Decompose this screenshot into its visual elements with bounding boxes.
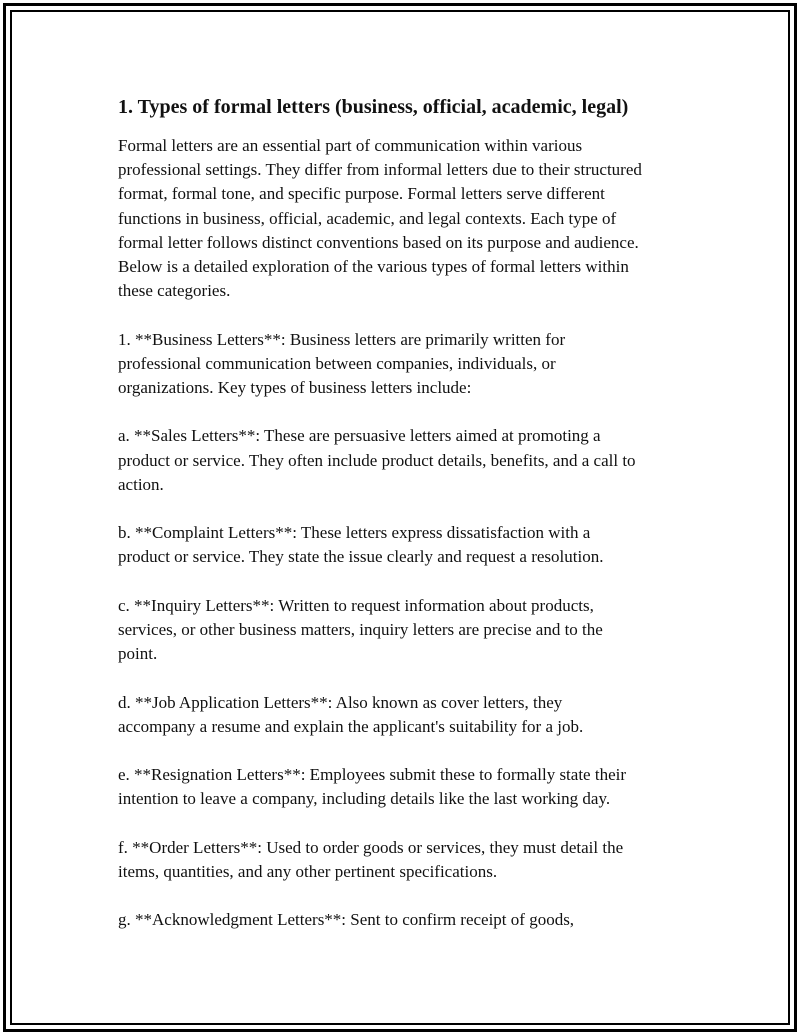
section-heading: 1. Types of formal letters (business, official, academic, legal) — [118, 96, 629, 118]
complaint-letters-item: b. **Complaint Letters**: These letters express dissatisfaction with a product or service. They state the issue clearly and request a resolution. — [118, 523, 604, 567]
inquiry-letters-item: c. **Inquiry Letters**: Written to request information about products, services, or other business matters, inquiry letters are precise and to the point. — [118, 595, 603, 664]
acknowledgment-letters-item: g. **Acknowledgment Letters**: Sent to confirm receipt of goods, — [118, 910, 575, 930]
job-application-letters-item: d. **Job Application Letters**: Also known as cover letters, they accompany a resume and explain the applicant's suitability for a job. — [118, 692, 584, 736]
intro-paragraph: Formal letters are an essential part of communication within various professional settings. They differ from informal letters due to their structured format, formal tone, and specific purpose. Formal letters serve different functions in business, official, academic, and legal contexts. Each type of formal letter follows distinct conventions based on its purpose and audience. Below is a detailed exploration of the various types of formal letters within these categories. — [118, 136, 642, 301]
document-body — [118, 94, 698, 957]
order-letters-item: f. **Order Letters**: Used to order goods or services, they must detail the items, quantities, and any other pertinent specifications. — [118, 837, 624, 881]
resignation-letters-item: e. **Resignation Letters**: Employees submit these to formally state their intention to leave a company, including details like the last working day. — [118, 765, 626, 809]
sales-letters-item: a. **Sales Letters**: These are persuasive letters aimed at promoting a product or service. They often include product details, benefits, and a call to action. — [118, 426, 636, 494]
business-letters-paragraph: 1. **Business Letters**: Business letters are primarily written for professional communication between companies, individuals, or organizations. Key types of business letters include: — [118, 329, 566, 398]
